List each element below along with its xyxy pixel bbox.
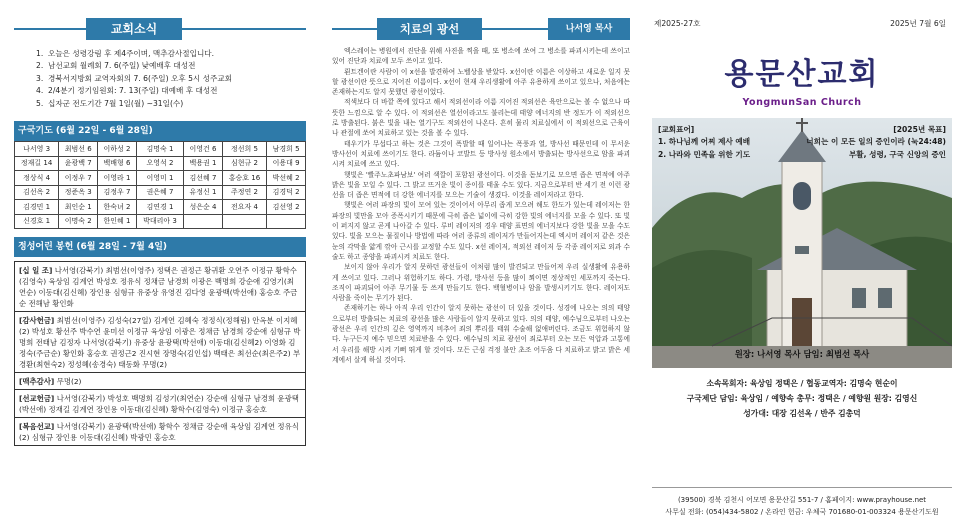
news-item	[14, 48, 306, 60]
news-item-number: 4.	[36, 86, 44, 96]
news-item-text: 2/4분기 정기임원회: 7. 13(주일) 대예배 후 대성전	[48, 86, 218, 96]
church-name: 용문산교회	[724, 57, 880, 92]
news-item-text: 남선교회 월례회 7. 6(주일) 낮예배후 대성전	[48, 61, 196, 71]
schedule-cell: 최인순 1	[59, 200, 98, 215]
schedule-cell: 백배형 6	[98, 156, 137, 171]
schedule-cell: 이정우 7	[59, 171, 98, 186]
schedule-cell: 남경희 5	[267, 142, 306, 157]
schedule-cell: 이명숙 2	[59, 214, 98, 229]
schedule-row	[15, 142, 306, 157]
issue-date: 2025년 7월 6일	[890, 19, 946, 28]
sermon-header	[332, 18, 630, 40]
schedule-cell: 권은혜 7	[136, 185, 183, 200]
schedule-table	[14, 141, 306, 229]
offering-group-label: [선교헌금]	[19, 394, 55, 404]
schedule-cell: 최범선 6	[59, 142, 98, 157]
news-item	[14, 85, 306, 97]
photo-caption: 원장: 나서영 목사 담임: 최범선 목사	[734, 349, 870, 359]
schedule-cell: 한인혜 1	[98, 214, 137, 229]
news-item-number: 1.	[36, 49, 44, 58]
motto-left-2: 2. 나라와 민족을 위한 기도	[658, 149, 751, 159]
schedule-cell: 이영미 1	[136, 171, 183, 186]
sermon-title: 치료의 광선	[377, 18, 482, 40]
schedule-cell	[222, 214, 266, 229]
schedule-row	[15, 185, 306, 200]
sermon-paragraph: 적색보다 더 바깥 쪽에 있다고 해서 적외선이라 이름 지어진 적외선은 육안으로는 볼 수 없으나 따뜻한 느낌으로 알 수 있다. 이 적외선은 열선이라고도 불리는데 태양 에너지의 반 정도가 이 적외선으로 방출된다. 붉은 빛을 내는 열기구도 적외선이 나온다. 흔히 물리 치료실에서 이 적외선으로 근육이나 관절에 쏘여 치료하고 있는 것을 볼 수 있다.	[332, 98, 630, 138]
offering-group-names: 무명(2)	[56, 377, 82, 387]
staff-list	[652, 376, 952, 421]
offering-group	[14, 261, 306, 312]
schedule-cell: 이용대 9	[267, 156, 306, 171]
motto-right-2: 부활, 성령, 구국 신앙의 증인	[848, 149, 946, 159]
schedule-cell	[267, 214, 306, 229]
schedule-cell: 나서영 3	[15, 142, 59, 157]
news-item-number: 2.	[36, 61, 44, 71]
schedule-cell: 성은순 4	[184, 200, 223, 215]
offering-group-label: [맥추감사]	[19, 377, 55, 387]
schedule-cell: 정준옥 3	[59, 185, 98, 200]
offering-group-names: 나서영(감북기) 박성호 백명희 김성기(최연순) 강순애 심형규 남경희 윤광택(박선애) 정재길 김계연 장인용 이동대(김신혜) 황학수(김영숙) 이정규 홍승호	[19, 394, 299, 415]
offering-group	[14, 312, 306, 373]
issue-number: 제2025-27호	[654, 19, 701, 28]
offering-group-label: [감사헌금]	[19, 316, 55, 326]
sermon-paragraph: 엑스레이는 병원에서 진단을 위해 사진을 찍을 때, 또 병소에 쏘여 그 병소를 파괴시키는데 쓰이고 있어 진단과 치료에 모두 쓰이고 있다.	[332, 47, 630, 66]
schedule-cell: 한숙녀 2	[98, 200, 137, 215]
schedule-cell: 정재길 14	[15, 156, 59, 171]
contact-footer	[652, 487, 952, 518]
schedule-row	[15, 200, 306, 215]
news-item	[14, 73, 306, 85]
news-item-number: 3.	[36, 73, 44, 83]
sermon-paragraph: 태우기가 무섭다고 하는 것은 그것이 폭발할 때 일어나는 폭풍과 열, 방사선 때문인데 이 무서운 방사선이 치료에 쓰이기도 한다. 라듐이나 코발트 등 방사성 원소에서 방출되는 방사선으로 암을 파괴시켜 치료에 쓰고 있다.	[332, 139, 630, 169]
schedule-row	[15, 214, 306, 229]
issue-line	[652, 18, 952, 29]
schedule-cell: 이하성 2	[98, 142, 137, 157]
schedule-cell: 주정연 2	[222, 185, 266, 200]
news-item	[14, 98, 306, 110]
offering-group	[14, 418, 306, 446]
offering-group-names: 나서영(감북기) 최범선(이영주) 정택은 권정근 황귀환 오연주 이정규 황학수(김영숙) 육상임 김계연 박성호 정유식 정채금 남경희 이광은 백명희 강순애 김영기(최연순) 이동대(김신혜) 장인용 심형규 유중상 유영진 김다영 윤광백(박선애) 홍승호 주금순 전해남 황인화	[19, 266, 298, 309]
schedule-row	[15, 171, 306, 186]
offering-group	[14, 373, 306, 390]
church-motto	[658, 124, 946, 161]
cover-panel	[646, 0, 960, 528]
schedule-cell	[184, 214, 223, 229]
news-list	[14, 48, 306, 110]
schedule-cell: 김선영 2	[267, 200, 306, 215]
news-item-text: 오늘은 성령강림 후 제4주이며, 맥추감사절입니다.	[48, 49, 215, 58]
schedule-cell: 홍승호 16	[222, 171, 266, 186]
staff-line-3: 성가대: 대장 김선옥 / 반주 김총덕	[743, 409, 861, 418]
staff-line-1: 소속목회자: 육상임 정택은 / 협동교역자: 김명숙 현순이	[706, 379, 898, 388]
church-photo	[652, 118, 952, 368]
news-item	[14, 60, 306, 72]
offering-list	[14, 261, 306, 446]
sermon-paragraph: 뢴트겐이란 사람이 이 x선을 발견하여 노벨상을 받았다. x선이란 이름은 이상하고 새로운 일지 못할 광선이란 뜻으로 지어진 이름이다. x선이 현재 우리생활에 아주 유용하게 쓰이고 있으나, 처음에는 존재하는지도 알지 못했던 광선이었다.	[332, 67, 630, 97]
schedule-cell: 심현규 2	[222, 156, 266, 171]
motto-right-1: 너희는 이 모든 일의 증인이라 (눅24:48)	[806, 137, 946, 147]
offering-group-names: 나서영(감북기) 윤광택(박선애) 황학수 정채금 강순애 육상임 김계연 정유식(2) 심형규 장인용 이동대(김신혜) 박광민 홍승호	[19, 422, 299, 443]
left-panel	[0, 0, 316, 528]
address-line: (39500) 경북 김천시 어모면 용문산길 551-7 / 홈페이지: www.prayhouse.net	[677, 496, 927, 504]
offering-group-label: [복음선교]	[19, 422, 55, 432]
sermon-preacher: 나서영 목사	[548, 18, 630, 40]
sermon-paragraph: 존재하기는 하나 아직 우리 인간이 알지 못하는 광선이 더 있을 것이다. 성경에 나오는 의의 태양으로부터 방출되는 치료의 광선을 많은 사람들이 알지 못하고 있다. 의의 태양, 예수님으로부터 나오는 광선은 우리 인간의 깊은 영역까지 비추어 죄의 뿌리를 태워 수술해 없애버린다. 조금도 위험하지 않다. 누구든지 예수 믿으면 치료받을 수 있다. 예수님의 치료 광선이 죄로부터 오는 모든 억압과 고통에서 우리를 해방 시켜 기뻐 뛰게 할 것이다. 모든 근심 걱정 불안 초조 어두움 다 치료하고 밝고 밝은 세계에서 살게 하실 것이다.	[332, 304, 630, 364]
news-title: 교회소식	[86, 18, 182, 40]
phone-line: 사무실 전화: (054)434-5802 / 온라인 헌금: 우체국 701680-01-003324 용문산기도원	[665, 508, 939, 516]
schedule-cell: 김경덕 2	[267, 185, 306, 200]
motto-right-title: [2025년 목표]	[893, 125, 946, 134]
schedule-cell: 정선희 5	[222, 142, 266, 157]
sermon-panel	[320, 0, 638, 528]
staff-line-2: 구국제단 담임: 육상임 / 예향속 총무: 정택은 / 예향원 원장: 김영신	[686, 394, 918, 403]
sermon-paragraph: 보이지 않아 우리가 알지 못하던 광선들이 이처럼 많이 발견되고 만들어져 우리 실생활에 유용하게 쓰이고 있다. 그러나 위험하기도 하다. 가령, 방사선 등을 많이 쬐이면 정상적인 세포까지 죽는다. 조직이 파괴되어 아주 무기물 등 쓰게 만들기도 한다. 백혈병이나 암을 발생시키기도 한다. 레이저도 사람을 죽이는 무기가 된다.	[332, 263, 630, 303]
offering-title: 정성어린 봉헌 (6월 28일 - 7월 4일)	[14, 237, 306, 257]
schedule-cell: 유정신 1	[184, 185, 223, 200]
church-name-english: YongmunSan Church	[742, 97, 862, 108]
schedule-cell: 박선혜 2	[267, 171, 306, 186]
news-item-number: 5.	[36, 98, 44, 108]
schedule-cell: 전요자 4	[222, 200, 266, 215]
schedule-cell: 김정우 7	[98, 185, 137, 200]
offering-group-names: 최범선(이영주) 김성숙(27일) 김계연 김혜숙 정정식(정해림) 안옥분 이지혜(2) 박성호 황선주 박수연 윤미선 이정규 육상임 이광은 정채금 남경희 강순애 심형규 박명희 전태남 김정자 나서영(감북기) 유중상 윤광택(박선애) 이동대(김신혜2) 이영화 김정숙(주금순) 황인화 홍승호 권정근2 진시현 장명숙(김인섭) 백태은 최선순(최은주2) 부경환(최현숙2) 정성혜(송경숙) 태동화 무명(2)	[19, 316, 301, 370]
sermon-body	[332, 46, 630, 365]
news-header	[14, 18, 306, 40]
schedule-row	[15, 156, 306, 171]
schedule-cell: 이영라 1	[98, 171, 137, 186]
sermon-paragraph: 햇빛은 '빨주노초파남보' 여러 색깔이 포함된 광선이다. 이것을 돋보기로 모으면 좁은 면적에 아주 밝은 빛을 모일 수 있다. 그 밝고 뜨거운 빛이 종이를 태울 수도 있다. 지금으로부터 반 세기 전 이런 광선을 더 좁은 면적에 더 강한 에너지를 모으는 기술이 생겼다. 이것을 레이저라고 한다.	[332, 170, 630, 200]
news-item-text: 십자군 전도기간 7월 1일(월) ~31일(수)	[48, 98, 184, 108]
schedule-cell: 신경호 1	[15, 214, 59, 229]
schedule-cell: 김명숙 1	[136, 142, 183, 157]
schedule-cell: 박대리아 3	[136, 214, 183, 229]
schedule-cell: 정상식 4	[15, 171, 59, 186]
schedule-cell: 이영건 6	[184, 142, 223, 157]
schedule-cell: 김선옥 2	[15, 185, 59, 200]
schedule-cell: 김선혜 7	[184, 171, 223, 186]
schedule-cell: 윤광백 7	[59, 156, 98, 171]
schedule-cell: 백용권 1	[184, 156, 223, 171]
motto-left-1: 1. 하나님께 어찌 제사 예배	[658, 137, 751, 147]
sermon-paragraph: 햇빛은 여러 파장의 빛이 모여 있는 것이어서 아무리 좁게 모으려 해도 한도가 있는데 레이저는 한 파장의 빛만을 모아 증폭시키기 때문에 극히 좁은 넓이에 극히 강한 빛의 에너지를 모을 수 있다. 또 빛이 퍼지지 않고 곧게 나아갈 수 있다. 루비 레이저의 경우 태양 표면의 에너지보다 강한 빛을 모을 수도 있다. 빛을 모으는 물질이나 방법에 따라 여러 종류의 레이저가 만들어지는데 엑시머 레이저 같은 것은 눈의 각막을 얇게 깎아 근시를 교정할 수도 있다. x선 레이저, 적외선 레이저 등 각종 레이저로 외과 수술도 하고 종양을 파괴시켜 치료도 한다.	[332, 201, 630, 261]
motto-left-title: [교회표어]	[658, 125, 695, 134]
offering-group-label: [십 일 조]	[19, 266, 53, 276]
offering-group	[14, 390, 306, 418]
schedule-title: 구국기도 (6월 22일 - 6월 28일)	[14, 121, 306, 141]
schedule-cell: 김연경 1	[136, 200, 183, 215]
news-item-text: 경북서지방회 교역자회의 7. 6(주일) 오후 5시 성주교회	[48, 73, 233, 83]
schedule-cell: 오영석 2	[136, 156, 183, 171]
schedule-cell: 김경민 1	[15, 200, 59, 215]
